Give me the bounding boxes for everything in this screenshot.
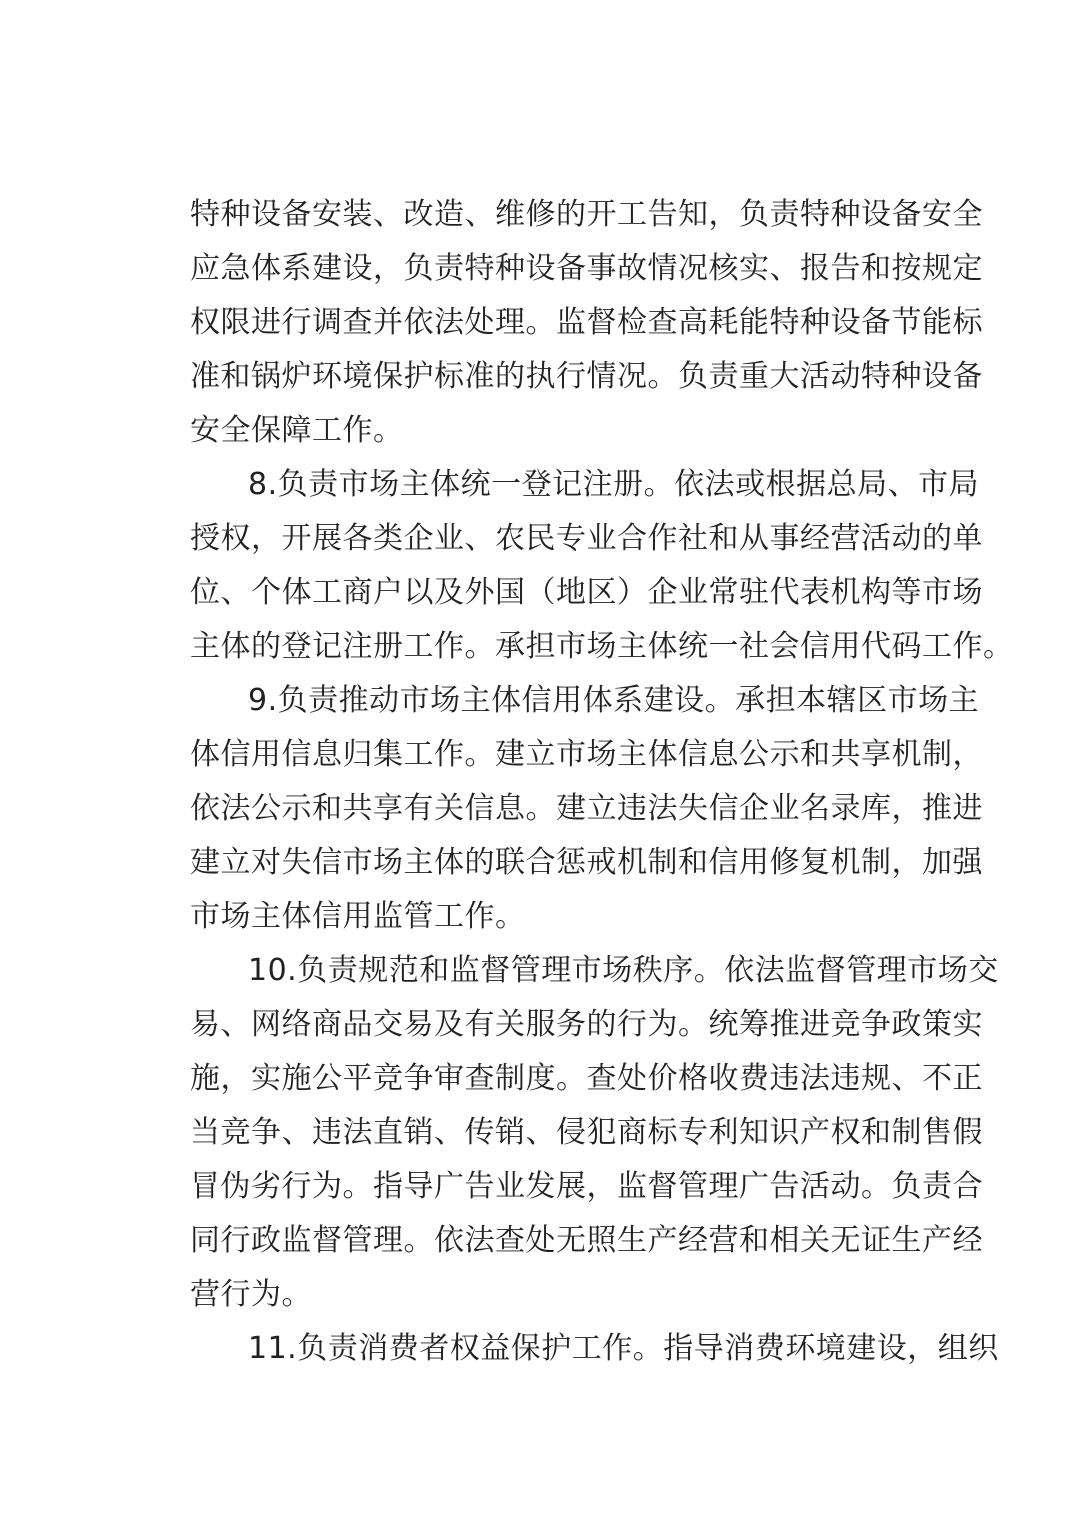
text-line: 主体的登记注册工作。承担市场主体统一社会信用代码工作。	[190, 629, 1014, 664]
document-body	[190, 188, 1014, 1376]
text-line: 11.负责消费者权益保护工作。指导消费环境建设，组织	[248, 1331, 999, 1366]
text-line: 9.负责推动市场主体信用体系建设。承担本辖区市场主	[248, 683, 980, 718]
text-line: 体信用信息归集工作。建立市场主体信息公示和共享机制，	[190, 737, 983, 772]
text-line: 应急体系建设，负责特种设备事故情况核实、报告和按规定	[190, 251, 983, 286]
text-line: 授权，开展各类企业、农民专业合作社和从事经营活动的单	[190, 521, 983, 556]
text-line: 同行政监督管理。依法查处无照生产经营和相关无证生产经	[190, 1223, 983, 1258]
text-line: 冒伪劣行为。指导广告业发展，监督管理广告活动。负责合	[190, 1169, 983, 1204]
text-line: 位、个体工商户以及外国（地区）企业常驻代表机构等市场	[190, 575, 983, 610]
text-line: 8.负责市场主体统一登记注册。依法或根据总局、市局	[248, 467, 980, 502]
text-line: 安全保障工作。	[190, 413, 404, 448]
text-line: 10.负责规范和监督管理市场秩序。依法监督管理市场交	[248, 953, 999, 988]
text-line: 市场主体信用监管工作。	[190, 899, 526, 934]
text-line: 权限进行调查并依法处理。监督检查高耗能特种设备节能标	[190, 305, 983, 340]
text-line: 建立对失信市场主体的联合惩戒机制和信用修复机制，加强	[190, 845, 983, 880]
text-line: 营行为。	[190, 1277, 312, 1312]
text-line: 易、网络商品交易及有关服务的行为。统筹推进竞争政策实	[190, 1007, 983, 1042]
text-line: 施，实施公平竞争审查制度。查处价格收费违法违规、不正	[190, 1061, 983, 1096]
text-line: 当竞争、违法直销、传销、侵犯商标专利知识产权和制售假	[190, 1115, 983, 1150]
text-line: 依法公示和共享有关信息。建立违法失信企业名录库，推进	[190, 791, 983, 826]
text-line: 准和锅炉环境保护标准的执行情况。负责重大活动特种设备	[190, 359, 983, 394]
text-line: 特种设备安装、改造、维修的开工告知，负责特种设备安全	[190, 197, 983, 232]
